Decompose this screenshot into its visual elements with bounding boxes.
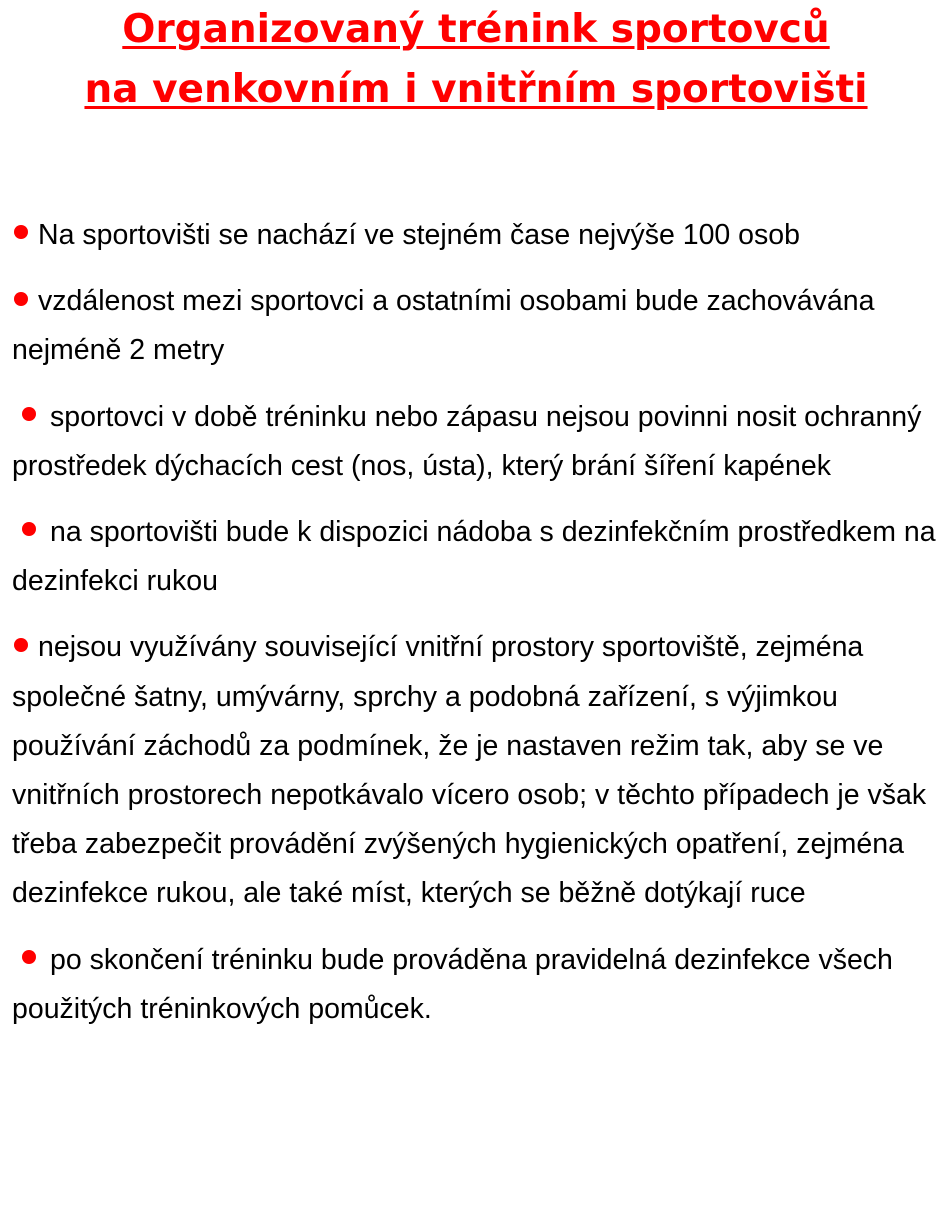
list-item-text: na sportovišti bude k dispozici nádoba s dezinfekčním prostředkem na dezinfekci rukou bbox=[12, 516, 936, 598]
list-item-text: po skončení tréninku bude prováděna pravidelná dezinfekce všech použitých tréninkových pomůcek. bbox=[12, 943, 893, 1025]
list-item bbox=[12, 508, 948, 606]
list-item bbox=[12, 623, 948, 918]
rules-list bbox=[12, 211, 948, 1051]
bullet-dot-icon bbox=[14, 292, 28, 306]
page-title bbox=[0, 6, 952, 126]
bullet-dot-icon bbox=[22, 950, 36, 964]
list-item bbox=[12, 936, 948, 1034]
list-item-text: sportovci v době tréninku nebo zápasu nejsou povinni nosit ochranný prostředek dýchacích cest (nos, ústa), který brání šíření kapének bbox=[12, 400, 922, 482]
bullet-dot-icon bbox=[22, 522, 36, 536]
list-item bbox=[12, 211, 948, 260]
bullet-dot-icon bbox=[22, 407, 36, 421]
list-item bbox=[12, 277, 948, 375]
bullet-dot-icon bbox=[14, 638, 28, 652]
list-item-text: vzdálenost mezi sportovci a ostatními osobami bude zachovávána nejméně 2 metry bbox=[12, 285, 875, 367]
list-item bbox=[12, 393, 948, 491]
bullet-dot-icon bbox=[14, 225, 28, 239]
list-item-text: nejsou využívány související vnitřní prostory sportoviště, zejména společné šatny, umývárny, sprchy a podobná zařízení, s výjimkou používání záchodů za podmínek, že je nastaven režim tak, aby se ve vnitřních prostorech nepotkávalo vícero osob; v těchto případech je však třeba zabezpečit provádění zvýšených hygienických opatření, zejména dezinfekce rukou, ale také míst, kterých se běžně dotýkají ruce bbox=[12, 631, 927, 910]
title-line-2: na venkovním i vnitřním sportovišti bbox=[84, 67, 868, 112]
list-item-text: Na sportovišti se nachází ve stejném čase nejvýše 100 osob bbox=[38, 219, 800, 251]
title-line-1: Organizovaný trénink sportovců bbox=[122, 7, 830, 52]
